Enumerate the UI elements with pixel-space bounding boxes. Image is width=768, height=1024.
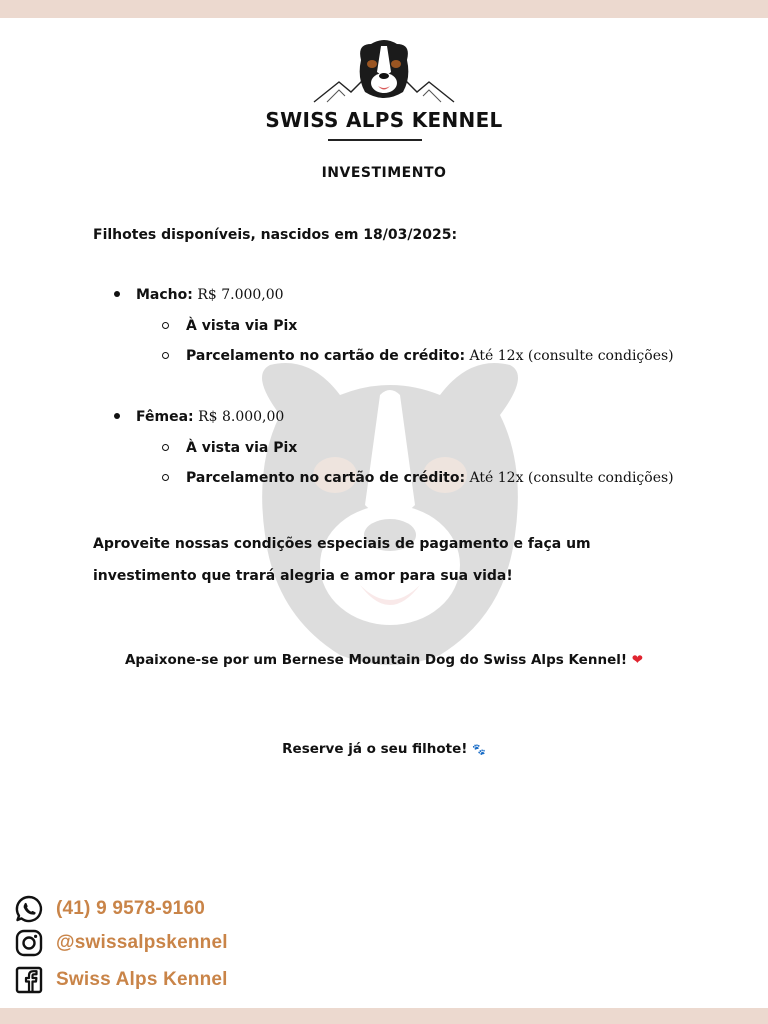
sub-item-label: Parcelamento no cartão de crédito: (186, 470, 466, 486)
circle-bullet-icon (162, 444, 169, 451)
page-title: INVESTIMENTO (321, 165, 447, 181)
contact-facebook[interactable] (14, 965, 228, 995)
sub-item-label: Parcelamento no cartão de crédito: (186, 348, 466, 364)
sub-item-label: À vista via Pix (186, 440, 298, 456)
sub-item-label: À vista via Pix (186, 318, 298, 334)
brand-underline (328, 139, 422, 141)
sub-item-value: Até 12x (consulte condições) (465, 348, 674, 364)
item-label: Fêmea: (136, 409, 194, 425)
bullet-icon (114, 291, 120, 297)
circle-bullet-icon (162, 474, 169, 481)
list-item-femea (114, 409, 284, 425)
facebook-icon (14, 965, 44, 995)
cta-text: Reserve já o seu filhote! (282, 741, 468, 757)
tagline-text: Apaixone-se por um Bernese Mountain Dog do Swiss Alps Kennel! (124, 652, 628, 668)
contact-instagram[interactable] (14, 928, 228, 958)
bernese-dog-watermark (240, 355, 540, 675)
instagram-icon (14, 928, 44, 958)
sub-item-pix (162, 440, 297, 456)
bottom-band (0, 1008, 768, 1024)
sub-item-pix (162, 318, 297, 334)
reserve-cta (0, 741, 768, 757)
top-band (0, 0, 768, 18)
intro-text: Filhotes disponíveis, nascidos em 18/03/2025: (93, 227, 458, 243)
item-label: Macho: (136, 287, 193, 303)
brand-name: SWISS ALPS KENNEL (265, 108, 503, 132)
sub-item-card (162, 470, 674, 486)
contact-whatsapp[interactable] (14, 894, 205, 924)
contact-facebook-name: Swiss Alps Kennel (56, 969, 228, 990)
bernese-dog-mountains-logo (309, 38, 459, 106)
bullet-icon (114, 413, 120, 419)
contact-instagram-handle: @swissalpskennel (56, 932, 228, 953)
item-price: R$ 7.000,00 (192, 287, 284, 303)
heart-icon: ❤ (631, 652, 644, 668)
sub-item-card (162, 348, 674, 364)
list-item-macho (114, 287, 284, 303)
promo-paragraph: Aproveite nossas condições especiais de pagamento e faça um investimento que trará alegria e amor para sua vida! (93, 536, 591, 584)
kennel-logo (0, 38, 768, 106)
tagline (0, 652, 768, 668)
whatsapp-icon (14, 894, 44, 924)
item-price: R$ 8.000,00 (193, 409, 285, 425)
sub-item-value: Até 12x (consulte condições) (465, 470, 674, 486)
paw-icon: 🐾 (472, 743, 486, 756)
circle-bullet-icon (162, 322, 169, 329)
contact-phone: (41) 9 9578-9160 (56, 898, 205, 919)
circle-bullet-icon (162, 352, 169, 359)
